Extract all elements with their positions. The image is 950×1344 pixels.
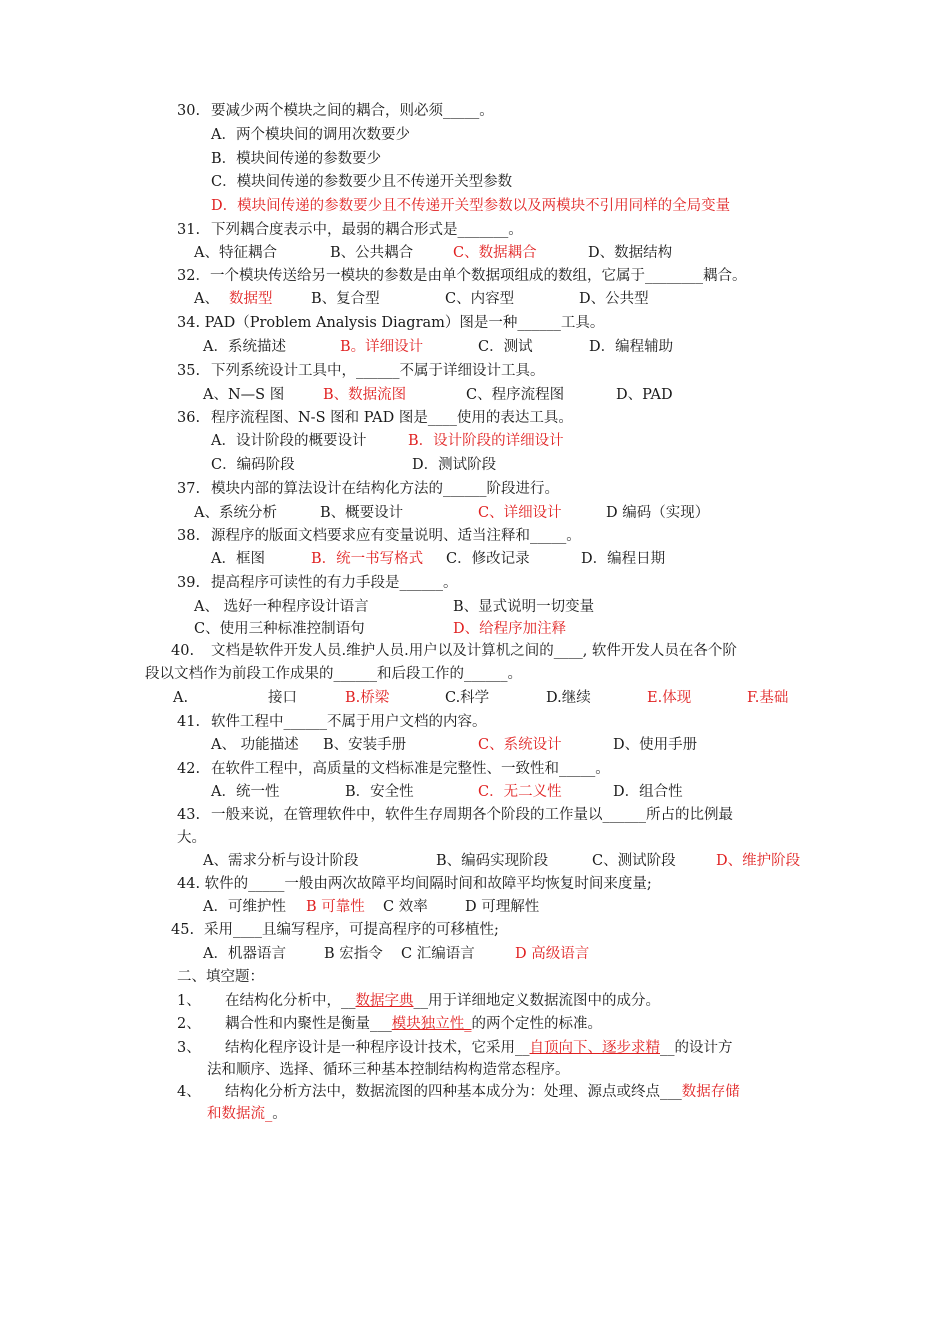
q35-number: 35. (177, 363, 201, 379)
q32-option-b: B、复合型 (311, 291, 380, 307)
q44-option-c: C 效率 (383, 899, 428, 915)
q37-option-c-answer: C、详细设计 (478, 505, 562, 521)
q37-option-d: D 编码（实现） (606, 505, 710, 521)
fill-item-4-line2 (207, 1104, 287, 1124)
q31-number: 31. (177, 222, 201, 238)
q35-option-a: A、N—S 图 (203, 387, 285, 403)
q34-option-b-answer: B。详细设计 (340, 339, 424, 355)
fill-item-2-answer: 模块独立性_ (391, 1016, 472, 1032)
q41-option-d: D、使用手册 (613, 737, 698, 753)
q45-option-d-answer: D 高级语言 (515, 946, 590, 962)
q30-number: 30. (177, 103, 201, 119)
q36-number: 36. (177, 410, 201, 426)
fill-item-4-blank: ___ (660, 1084, 682, 1100)
q38-stem: 源程序的版面文档要求应有变量说明、适当注释和_____。 (211, 528, 581, 544)
fill-item-1-blank-right: __ (413, 993, 428, 1009)
q37-option-b: B、概要设计 (320, 505, 404, 521)
fill-item-1-pre: 在结构化分析中， (225, 993, 341, 1009)
fill-item-4-answer: 数据存储 (681, 1084, 740, 1100)
fill-item-1-answer: 数据字典 (355, 993, 414, 1009)
q37-option-a: A、系统分析 (194, 505, 277, 521)
q41-option-b: B、安装手册 (323, 737, 407, 753)
q38-number: 38. (177, 528, 201, 544)
q40-stem-line1: 文档是软件开发人员.维护人员.用户以及计算机之间的____, 软件开发人员在各个阶 (211, 643, 737, 659)
q40-number: 40. (171, 643, 195, 659)
fill-item-3-continuation: 法和顺序、选择、循环三种基本控制结构构造常态程序。 (207, 1062, 570, 1078)
q43-option-a: A、需求分析与设计阶段 (203, 853, 359, 869)
q35-stem: 下列系统设计工具中，______不属于详细设计工具。 (211, 363, 545, 379)
q40-option-d: D.继续 (546, 690, 591, 706)
q45-option-c: C 汇编语言 (401, 946, 475, 962)
q41-number: 41. (177, 714, 201, 730)
fill-item-2-number: 2、 (177, 1016, 201, 1032)
q41-option-a: A、 功能描述 (211, 737, 299, 753)
q43-option-c: C、测试阶段 (592, 853, 676, 869)
q30-option-b: B．模块间传递的参数要少 (211, 151, 382, 167)
q30-option-a: A．两个模块间的调用次数要少 (211, 127, 410, 143)
q45-option-a: A．机器语言 (203, 946, 286, 962)
q31-option-b: B、公共耦合 (330, 245, 414, 261)
section2-title: 二、填空题： (177, 969, 264, 985)
q43-number: 43. (177, 807, 201, 823)
q43-stem-line2: 大。 (177, 830, 206, 846)
fill-item-4-post: 。 (272, 1106, 287, 1122)
q43-option-b: B、编码实现阶段 (436, 853, 549, 869)
q44-option-b-answer: B 可靠性 (306, 899, 365, 915)
q42-stem: 在软件工程中，高质量的文档标准是完整性、一致性和_____。 (211, 761, 610, 777)
q39-option-d-answer: D、给程序加注释 (453, 621, 567, 637)
fill-item-4-number: 4、 (177, 1084, 201, 1100)
q40-stem-line2: 段以文档作为前段工作成果的______和后段工作的______。 (145, 666, 522, 682)
q39-number: 39. (177, 575, 201, 591)
fill-item-3-number: 3、 (177, 1040, 201, 1056)
q32-option-c: C、内容型 (445, 291, 515, 307)
q40-option-b-answer: B.桥梁 (345, 690, 390, 706)
q39-option-c: C、使用三种标准控制语句 (194, 621, 365, 637)
q32-option-a-answer: 数据型 (229, 291, 273, 307)
q40-option-e-answer: E.体现 (647, 690, 692, 706)
fill-item-1 (225, 991, 660, 1011)
q38-option-a: A．框图 (211, 551, 265, 567)
q31-stem: 下列耦合度表示中，最弱的耦合形式是_______。 (211, 222, 523, 238)
fill-item-4-pre: 结构化分析方法中，数据流图的四种基本成分为：处理、源点或终点 (225, 1084, 660, 1100)
fill-item-3 (225, 1038, 733, 1058)
q35-option-b-answer: B、数据流图 (323, 387, 407, 403)
fill-item-3-post: 的设计方 (674, 1040, 733, 1056)
q36-option-c: C．编码阶段 (211, 457, 295, 473)
q30-stem: 要减少两个模块之间的耦合，则必须_____。 (211, 103, 494, 119)
q32-option-d: D、公共型 (579, 291, 649, 307)
q34-option-c: C．测试 (478, 339, 533, 355)
q34-option-a: A．系统描述 (203, 339, 286, 355)
q45-stem: 采用____且编写程序，可提高程序的可移植性; (204, 922, 499, 938)
q30-option-c: C．模块间传递的参数要少且不传递开关型参数 (211, 174, 513, 190)
q39-option-b: B、显式说明一切变量 (453, 599, 595, 615)
fill-item-2-pre: 耦合性和内聚性是衡量 (225, 1016, 370, 1032)
q34-option-d: D．编程辅助 (589, 339, 674, 355)
q42-option-d: D．组合性 (613, 784, 683, 800)
q39-option-a: A、 选好一种程序设计语言 (194, 599, 369, 615)
fill-item-1-post: 用于详细地定义数据流图中的成分。 (428, 993, 660, 1009)
q31-option-a: A、特征耦合 (194, 245, 277, 261)
q44-option-d: D 可理解性 (465, 899, 540, 915)
fill-item-4-answer-cont: 和数据流_ (207, 1106, 273, 1122)
q32-stem: 32．一个模块传送给另一模块的参数是由单个数据项组成的数组，它属于________耦合。 (177, 268, 747, 284)
q41-stem: 软件工程中______不属于用户文档的内容。 (211, 714, 487, 730)
q32-option-a-prefix: A、 (194, 291, 219, 307)
fill-item-3-blank-right: __ (660, 1040, 675, 1056)
q31-option-c-answer: C、数据耦合 (453, 245, 537, 261)
fill-item-2-blank: ___ (370, 1016, 392, 1032)
q36-stem: 程序流程图、N-S 图和 PAD 图是____使用的表达工具。 (211, 410, 573, 426)
q40-option-f-answer: F.基础 (747, 690, 789, 706)
q44-stem: 44. 软件的_____一般由两次故障平均间隔时间和故障平均恢复时间来度量; (177, 876, 652, 892)
q40-option-a-label: A. (173, 690, 189, 706)
q39-stem: 提高程序可读性的有力手段是______。 (211, 575, 458, 591)
q36-option-a: A．设计阶段的概要设计 (211, 433, 367, 449)
q35-option-d: D、PAD (616, 387, 673, 403)
q36-option-b-answer: B．设计阶段的详细设计 (408, 433, 564, 449)
q45-number: 45. (171, 922, 195, 938)
q43-option-d-answer: D、维护阶段 (716, 853, 801, 869)
q38-option-b-answer: B．统一书写格式 (311, 551, 424, 567)
fill-item-3-blank-left: __ (515, 1040, 530, 1056)
fill-item-3-pre: 结构化程序设计是一种程序设计技术，它采用 (225, 1040, 515, 1056)
q44-option-a: A．可维护性 (203, 899, 286, 915)
q35-option-c: C、程序流程图 (466, 387, 565, 403)
fill-item-2 (225, 1014, 602, 1034)
q42-option-a: A．统一性 (211, 784, 280, 800)
q36-option-d: D．测试阶段 (412, 457, 497, 473)
q42-number: 42. (177, 761, 201, 777)
q38-option-d: D．编程日期 (581, 551, 666, 567)
q37-number: 37. (177, 481, 201, 497)
q37-stem: 模块内部的算法设计在结构化方法的______阶段进行。 (211, 481, 559, 497)
q34-stem: 34. PAD（Problem Analysis Diagram）图是一种______工具。 (177, 315, 605, 331)
q42-option-b: B．安全性 (345, 784, 414, 800)
q40-option-a-text: 接口 (268, 690, 297, 706)
q45-option-b: B 宏指令 (324, 946, 383, 962)
q38-option-c: C．修改记录 (446, 551, 530, 567)
q42-option-c-answer: C．无二义性 (478, 784, 562, 800)
q30-option-d-answer: D．模块间传递的参数要少且不传递开关型参数以及两模块不引用同样的全局变量 (211, 198, 731, 214)
fill-item-2-post: 的两个定性的标准。 (471, 1016, 602, 1032)
fill-item-4 (225, 1082, 740, 1102)
q41-option-c-answer: C、系统设计 (478, 737, 562, 753)
q43-stem-line1: 一般来说，在管理软件中，软件生存周期各个阶段的工作量以______所占的比例最 (211, 807, 733, 823)
q31-option-d: D、数据结构 (588, 245, 673, 261)
fill-item-3-answer: 自顶向下、逐步求精 (529, 1040, 660, 1056)
fill-item-1-blank-left: __ (341, 993, 356, 1009)
q40-option-c: C.科学 (445, 690, 490, 706)
fill-item-1-number: 1、 (177, 993, 201, 1009)
